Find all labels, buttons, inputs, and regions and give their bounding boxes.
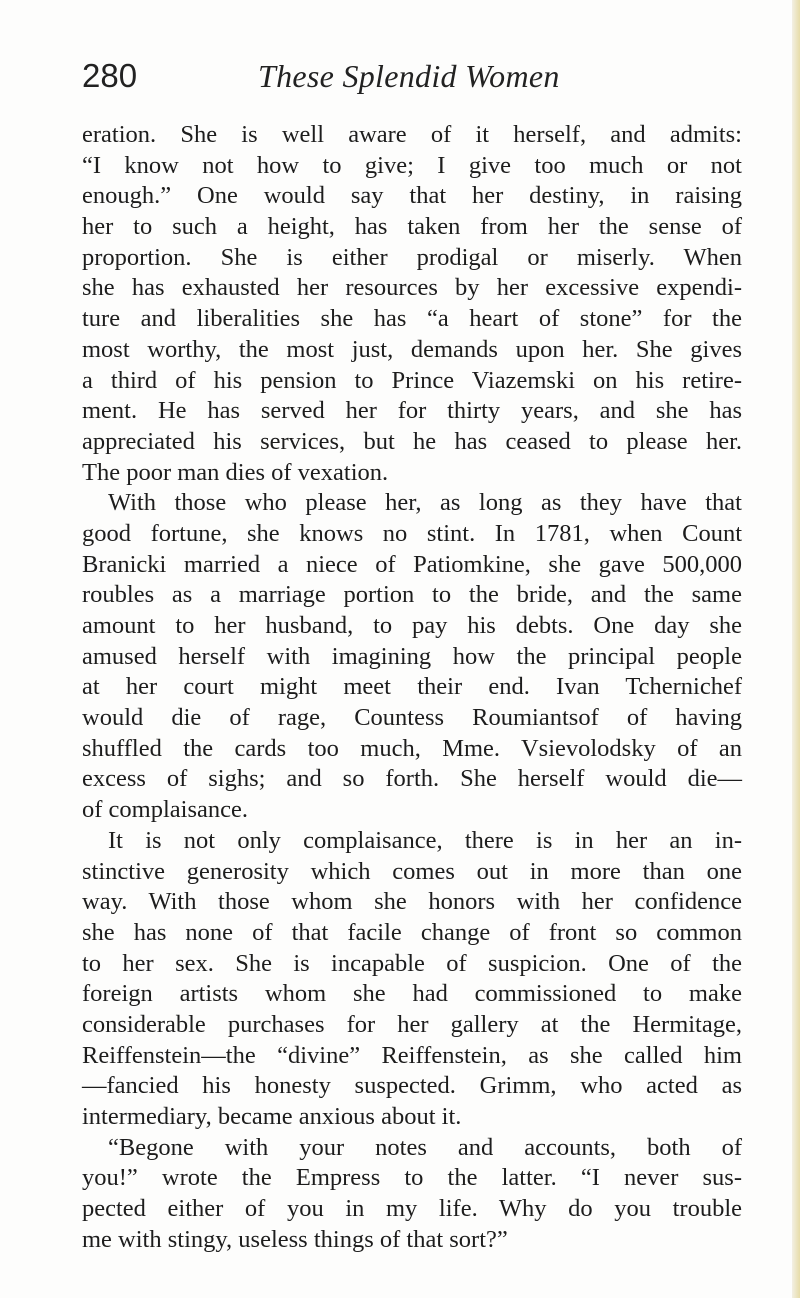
text-line: ment. He has served her for thirty years, and she has [82,397,742,425]
text-line: to her sex. She is incapable of suspicion. One of the [82,949,742,977]
text-line: Reiffenstein—the “divine” Reiffenstein, as she called him [82,1041,742,1069]
text-line: amused herself with imagining how the principal people [82,642,742,670]
text-line: would die of rage, Countess Roumiantsof of having [82,704,742,732]
text-line: a third of his pension to Prince Viazemski on his retire- [82,366,742,394]
running-title: These Splendid Women [258,58,560,94]
text-line: foreign artists whom she had commissioned to make [82,980,742,1008]
text-line: roubles as a marriage portion to the bride, and the same [82,581,742,609]
text-line: stinctive generosity which comes out in more than one [82,857,742,885]
text-line: proportion. She is either prodigal or miserly. When [82,243,742,271]
text-line: appreciated his services, but he has ceased to please her. [82,427,742,455]
page-edge [792,0,800,1298]
text-line: she has exhausted her resources by her excessive expendi- [82,274,742,302]
text-line: most worthy, the most just, demands upon her. She gives [82,335,742,363]
text-line: good fortune, she knows no stint. In 1781, when Count [82,519,742,547]
text-line: you!” wrote the Empress to the latter. “I never sus- [82,1164,742,1192]
text-line: considerable purchases for her gallery at the Hermitage, [82,1010,742,1038]
page-header [82,56,742,100]
page-number: 280 [82,57,138,94]
text-line: intermediary, became anxious about it. [82,1103,462,1130]
text-line: “I know not how to give; I give too much or not [82,151,742,179]
text-line: —fancied his honesty suspected. Grimm, who acted as [82,1072,742,1100]
body-text [82,120,742,1255]
text-line: her to such a height, has taken from her the sense of [82,213,742,241]
text-line: me with stingy, useless things of that sort?” [82,1225,508,1253]
text-line: It is not only complaisance, there is in her an in- [108,826,742,854]
text-line: at her court might meet their end. Ivan Tchernichef [82,673,742,701]
text-line: The poor man dies of vexation. [82,458,389,486]
text-line: ture and liberalities she has “a heart of stone” for the [82,305,742,333]
text-line: “Begone with your notes and accounts, both of [108,1133,742,1161]
text-line: excess of sighs; and so forth. She herself would die— [82,765,742,793]
text-line: way. With those whom she honors with her confidence [82,888,742,916]
text-line: she has none of that facile change of front so common [82,918,742,946]
text-line: pected either of you in my life. Why do you trouble [82,1195,742,1223]
text-line: With those who please her, as long as they have that [108,489,742,517]
text-line: amount to her husband, to pay his debts. One day she [82,612,742,639]
text-line: Branicki married a niece of Patiomkine, she gave 500,000 [82,550,742,578]
text-line: enough.” One would say that her destiny, in raising [82,182,742,210]
text-line: shuffled the cards too much, Mme. Vsievolodsky of an [82,734,742,762]
text-line: of complaisance. [82,796,248,824]
text-line: eration. She is well aware of it herself, and admits: [82,121,742,148]
